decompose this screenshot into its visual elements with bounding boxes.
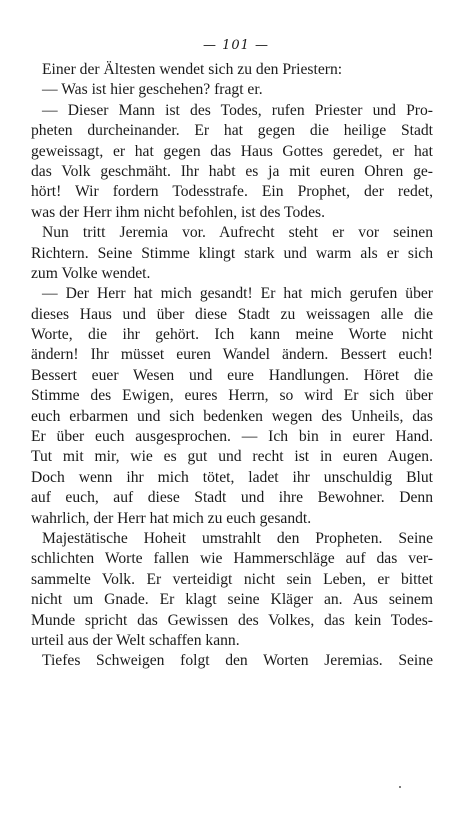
- print-speck: [399, 786, 401, 788]
- text-line: das Volk geschmäht. Ihr habt es ja mit euren Ohren ge-: [31, 162, 433, 180]
- text-line: Er über euch ausgesprochen. — Ich bin in eurer Hand.: [31, 428, 433, 446]
- text-line: dieses Haus und über diese Stadt zu weissagen alle die: [31, 305, 433, 323]
- text-line: Stimme des Ewigen, eures Herrn, so wird Er sich über: [31, 387, 433, 405]
- text-line: Bessert euer Wesen und eure Handlungen. Höret die: [31, 366, 433, 384]
- text-line: was der Herr ihm nicht befohlen, ist des Todes.: [31, 203, 325, 221]
- text-line: Tut mit mir, wie es gut und recht ist in euren Augen.: [31, 448, 433, 466]
- text-line: — Dieser Mann ist des Todes, rufen Priester und Pro-: [42, 101, 433, 119]
- text-line: Majestätische Hoheit umstrahlt den Propheten. Seine: [42, 529, 433, 547]
- text-line: wahrlich, der Herr hat mich zu euch gesandt.: [31, 509, 312, 527]
- text-line: schlichten Worte fallen wie Hammerschläge auf das ver-: [31, 550, 433, 568]
- text-line: geweissagt, er hat gegen das Haus Gottes geredet, er hat: [31, 142, 433, 160]
- body-text: [31, 60, 433, 672]
- page-number: — 101 —: [202, 38, 270, 53]
- text-line: Doch wenn ihr mich tötet, ladet ihr unschuldig Blut: [31, 468, 433, 486]
- text-line: urteil aus der Welt schaffen kann.: [31, 631, 240, 649]
- text-line: Worte, die ihr gehört. Ich kann meine Worte nicht: [31, 326, 433, 344]
- text-line: auf euch, auf diese Stadt und ihre Bewohner. Denn: [31, 489, 433, 507]
- text-line: pheten durcheinander. Er hat gegen die heilige Stadt: [31, 122, 433, 140]
- text-line: — Der Herr hat mich gesandt! Er hat mich gerufen über: [42, 285, 433, 303]
- text-line: Einer der Ältesten wendet sich zu den Priestern:: [42, 61, 343, 78]
- text-line: ändern! Ihr müsset euren Wandel ändern. Bessert euch!: [31, 346, 433, 364]
- text-line: Tiefes Schweigen folgt den Worten Jeremias. Seine: [42, 652, 433, 670]
- text-line: Nun tritt Jeremia vor. Aufrecht steht er vor seinen: [42, 224, 433, 242]
- text-line: euch erbarmen und sich bedenken wegen des Unheils, das: [31, 407, 433, 425]
- text-line: Munde spricht das Gewissen des Volkes, das kein Todes-: [31, 611, 433, 629]
- text-line: — Was ist hier geschehen? fragt er.: [42, 81, 263, 99]
- text-line: hört! Wir fordern Todesstrafe. Ein Prophet, der redet,: [31, 183, 433, 201]
- text-line: sammelte Volk. Er verteidigt nicht sein Leben, er bittet: [31, 570, 433, 588]
- text-line: nicht um Gnade. Er klagt seine Kläger an. Aus seinem: [31, 591, 433, 609]
- text-line: Richtern. Seine Stimme klingt stark und warm als er sich: [31, 244, 433, 262]
- text-line: zum Volke wendet.: [31, 264, 151, 282]
